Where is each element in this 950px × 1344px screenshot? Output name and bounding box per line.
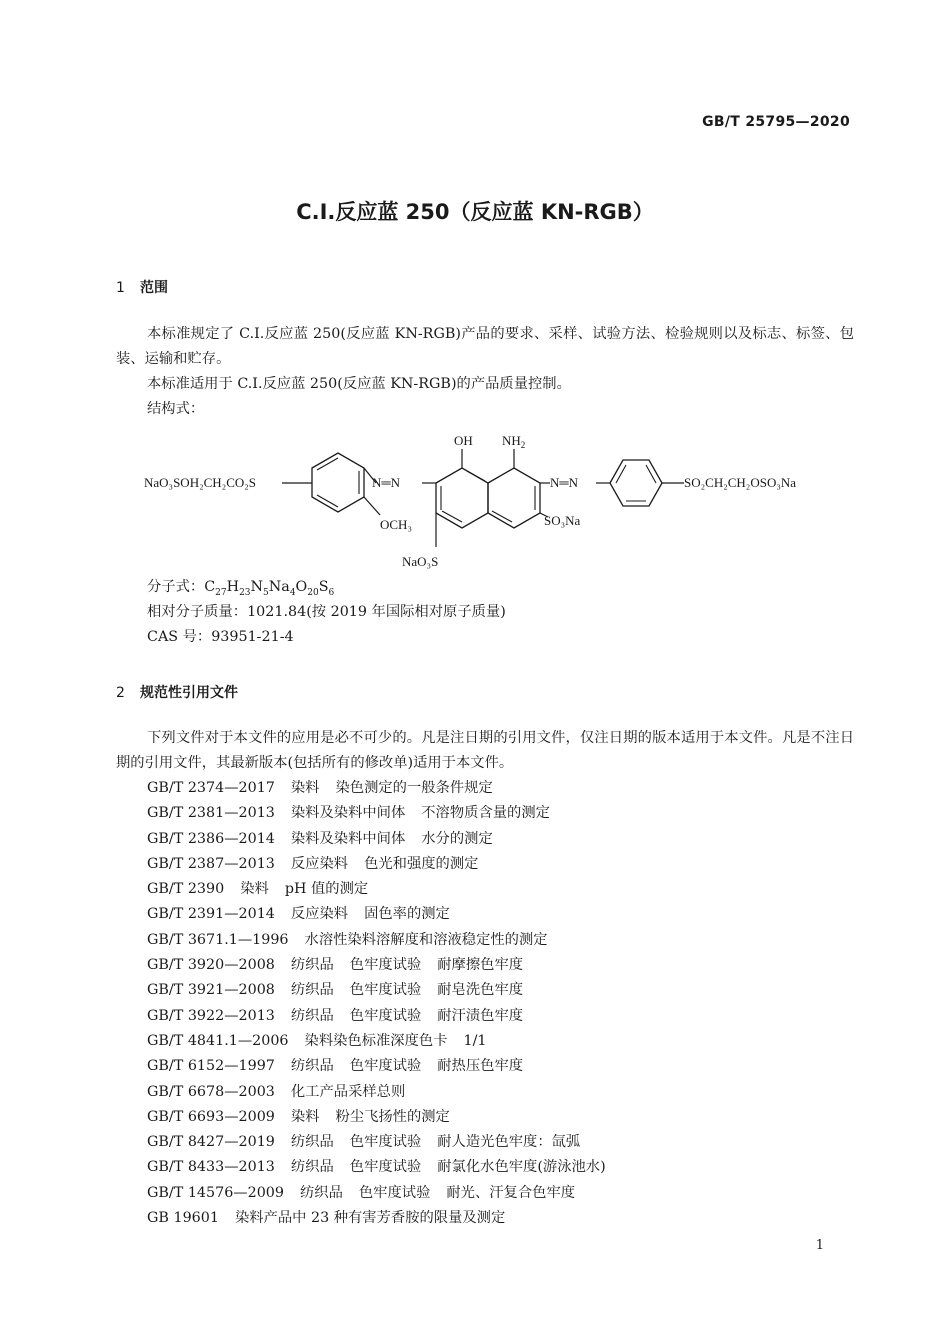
section-2-number: 2 — [116, 685, 125, 701]
reference-title-part-2: 色牢度试验 — [349, 982, 422, 999]
reference-title-part-1: 染料染色标准深度色卡 — [304, 1032, 448, 1049]
molecular-mass: 相对分子质量：1021.84(按 2019 年国际相对原子质量) — [147, 604, 506, 620]
reference-title-part-1: 反应染料 — [290, 906, 349, 923]
document-title: C.I.反应蓝 250（反应蓝 KN-RGB） — [296, 200, 654, 224]
reference-title-part-1: 染料 — [290, 1108, 320, 1125]
references-intro-paragraph: 下列文件对于本文件的应用是必不可少的。凡是注日期的引用文件，仅注日期的版本适用于本文件。凡是不注日期的引用文件，其最新版本(包括所有的修改单)适用于本文件。 — [116, 730, 854, 771]
reference-title-part-1: 纺织品 — [290, 1007, 334, 1024]
naphthalene-left-ring — [436, 468, 488, 528]
formula-subscript: 4 — [289, 587, 296, 598]
naphthalene-right-ring — [488, 468, 540, 528]
reference-code: GB/T 2381—2013 — [147, 805, 275, 822]
reference-title-part-1: 水溶性染料溶解度和溶液稳定性的测定 — [304, 931, 548, 948]
reference-item — [147, 953, 606, 978]
reference-code: GB/T 2390 — [147, 881, 225, 898]
formula-subscript: 5 — [263, 587, 269, 598]
reference-code: GB/T 6678—2003 — [147, 1083, 275, 1100]
reference-title-part-1: 染料 — [240, 881, 269, 898]
reference-code: GB/T 3922—2013 — [147, 1007, 275, 1024]
reference-title-part-2: 色光和强度的测定 — [364, 855, 479, 872]
reference-title-part-2: 不溶物质含量的测定 — [421, 805, 550, 822]
reference-code: GB/T 2387—2013 — [147, 855, 275, 872]
reference-title-part-3: 耐人造光色牢度：氙弧 — [437, 1134, 581, 1151]
reference-title-part-1: 染料产品中 23 种有害芳香胺的限量及测定 — [234, 1210, 506, 1227]
reference-title-part-2: 色牢度试验 — [358, 1184, 431, 1201]
reference-item — [147, 1004, 606, 1029]
right-sulfonate-label: SO₃Na — [544, 513, 581, 528]
formula-element: H — [226, 579, 240, 595]
reference-code: GB/T 3921—2008 — [147, 982, 275, 999]
formula-subscript: 6 — [328, 587, 335, 598]
reference-item — [147, 902, 606, 927]
reference-title-part-3: 耐摩擦色牢度 — [437, 957, 524, 974]
formula-label: 分子式： — [147, 579, 205, 595]
page-number: 1 — [815, 1238, 824, 1253]
reference-item — [147, 1130, 606, 1155]
reference-title-part-2: 粉尘飞扬性的测定 — [335, 1108, 450, 1125]
reference-title-part-3: 耐热压色牢度 — [437, 1058, 524, 1075]
formula-subscript: 23 — [239, 587, 251, 598]
reference-title-part-1: 纺织品 — [300, 1184, 343, 1201]
reference-title-part-2: 色牢度试验 — [349, 1007, 422, 1024]
reference-code: GB/T 14576—2009 — [147, 1184, 284, 1201]
reference-item — [147, 1054, 606, 1079]
reference-title-part-2: 色牢度试验 — [349, 1058, 422, 1075]
azo-label-right: N═N — [550, 475, 578, 490]
reference-item — [147, 1080, 606, 1105]
reference-code: GB/T 2374—2017 — [147, 780, 275, 796]
reference-list — [147, 776, 606, 1231]
reference-code: GB/T 6152—1997 — [147, 1058, 275, 1075]
section-1-number: 1 — [116, 280, 125, 296]
reference-item — [147, 1029, 606, 1054]
reference-code: GB/T 3920—2008 — [147, 957, 275, 974]
left-benzene-ring — [312, 453, 364, 512]
reference-title-part-2: 固色率的测定 — [364, 906, 450, 923]
reference-item — [147, 776, 606, 801]
reference-title-part-1: 纺织品 — [290, 982, 334, 999]
reference-title-part-2: 色牢度试验 — [349, 1134, 422, 1151]
reference-item — [147, 801, 606, 826]
reference-title-part-1: 染料 — [290, 780, 320, 796]
reference-code: GB/T 3671.1—1996 — [147, 931, 289, 948]
reference-code: GB/T 2386—2014 — [147, 830, 275, 847]
reference-item — [147, 1206, 606, 1231]
reference-title-part-2: 色牢度试验 — [349, 1159, 422, 1176]
azo-label-left: N═N — [372, 475, 400, 490]
reference-code: GB/T 8427—2019 — [147, 1134, 275, 1151]
reference-title-part-1: 化工产品采样总则 — [290, 1083, 406, 1100]
section-2-heading — [116, 682, 238, 702]
methoxy-label: OCH₃ — [380, 517, 412, 532]
bottom-sulfonate-label: NaO₃S — [402, 554, 439, 569]
reference-item — [147, 978, 606, 1003]
chemical-structure-diagram — [140, 425, 830, 575]
reference-code: GB/T 8433—2013 — [147, 1159, 275, 1176]
reference-item — [147, 928, 606, 953]
reference-title-part-1: 染料及染料中间体 — [290, 830, 406, 847]
reference-title-part-2: pH 值的测定 — [284, 881, 369, 898]
reference-title-part-1: 纺织品 — [290, 1159, 334, 1176]
reference-title-part-1: 纺织品 — [290, 1134, 334, 1151]
reference-title-part-1: 纺织品 — [290, 1058, 334, 1075]
reference-item — [147, 1181, 606, 1206]
reference-title-part-3: 耐光、汗复合色牢度 — [446, 1184, 576, 1201]
section-1-heading — [116, 277, 168, 297]
section-1-title: 范围 — [140, 280, 168, 296]
reference-code: GB 19601 — [147, 1210, 219, 1227]
formula-element: S — [318, 579, 329, 595]
reference-title-part-1: 反应染料 — [290, 855, 349, 872]
reference-title-part-2: 色牢度试验 — [349, 957, 422, 974]
reference-title-part-1: 染料及染料中间体 — [290, 805, 406, 822]
structure-label: 结构式： — [147, 401, 205, 417]
formula-subscript: 27 — [215, 587, 227, 598]
amino-label: $NH_2$ — [502, 433, 526, 450]
reference-title-part-3: 耐氯化水色牢度(游泳池水) — [437, 1159, 606, 1176]
cas-number: CAS 号：93951-21-4 — [147, 629, 294, 645]
reference-code: GB/T 4841.1—2006 — [147, 1032, 289, 1049]
reference-title-part-3: 耐汗渍色牢度 — [437, 1007, 524, 1024]
right-substituent-label: SO₂CH₂CH₂OSO₃Na — [684, 475, 797, 490]
left-substituent-label: NaO₃SOH₂CH₂CO₂S — [144, 475, 257, 490]
formula-element: C — [204, 579, 216, 595]
formula-subscript: 20 — [307, 587, 319, 598]
hydroxyl-label: OH — [454, 433, 473, 448]
reference-title-part-2: 1/1 — [463, 1032, 487, 1049]
reference-item — [147, 1105, 606, 1130]
reference-item — [147, 852, 606, 877]
reference-code: GB/T 2391—2014 — [147, 906, 275, 923]
section-2-title: 规范性引用文件 — [140, 685, 238, 701]
reference-title-part-2: 水分的测定 — [421, 830, 493, 847]
right-benzene-ring — [610, 460, 662, 506]
reference-title-part-1: 纺织品 — [290, 957, 334, 974]
reference-item — [147, 1155, 606, 1180]
formula-element: N — [250, 579, 264, 595]
scope-paragraph-2: 本标准适用于 C.I.反应蓝 250(反应蓝 KN-RGB)的产品质量控制。 — [147, 376, 571, 392]
formula-element: Na — [268, 579, 290, 595]
reference-title-part-3: 耐皂洗色牢度 — [437, 982, 524, 999]
reference-code: GB/T 6693—2009 — [147, 1108, 275, 1125]
reference-item — [147, 877, 606, 902]
scope-paragraph-1: 本标准规定了 C.I.反应蓝 250(反应蓝 KN-RGB)产品的要求、采样、试验方法、检验规则以及标志、标签、包装、运输和贮存。 — [116, 326, 854, 367]
standard-code: GB/T 25795—2020 — [702, 114, 850, 130]
formula-element: O — [295, 579, 308, 595]
formula-value — [204, 579, 335, 598]
reference-item — [147, 827, 606, 852]
reference-title-part-2: 染色测定的一般条件规定 — [335, 780, 493, 796]
